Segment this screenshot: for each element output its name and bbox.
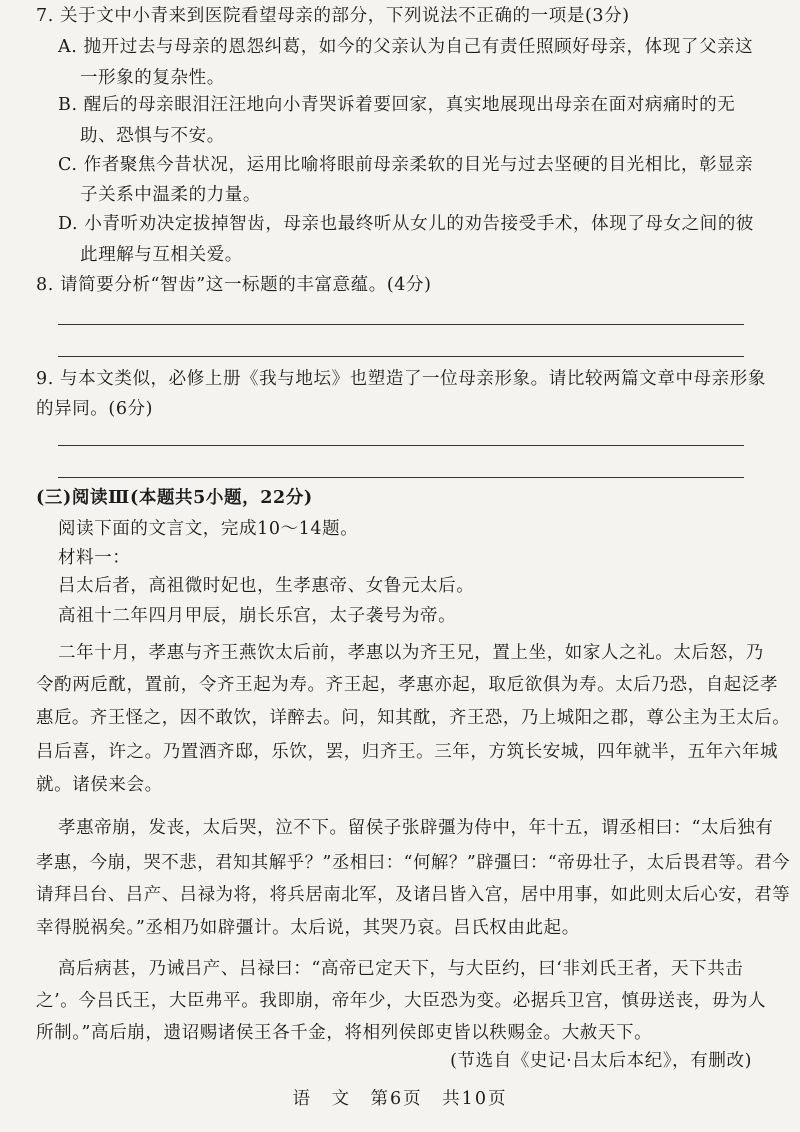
question-7-stem: 7. 关于文中小青来到医院看望母亲的部分，下列说法不正确的一项是(3分) bbox=[36, 6, 630, 26]
passage-line: 请拜吕台、吕产、吕禄为将，将兵居南北军，及诸吕皆入宫，居中用事，如此则太后心安，君等 bbox=[36, 885, 791, 905]
passage-line: 二年十月，孝惠与齐王燕饮太后前，孝惠以为齐王兄，置上坐，如家人之礼。太后怒，乃 bbox=[58, 643, 764, 663]
question-7-option-d: D. 小青听劝决定拔掉智齿，母亲也最终听从女儿的劝告接受手术，体现了母女之间的彼 bbox=[58, 214, 755, 234]
passage-line: 惠卮。齐王怪之，因不敢饮，详醉去。问，知其酖，齐王恐，乃上城阳之郡，尊公主为王太后。 bbox=[36, 708, 791, 728]
passage-line: 所制。”高后崩，遗诏赐诸侯王各千金，将相列侯郎吏皆以秩赐金。大赦天下。 bbox=[36, 1023, 653, 1043]
passage-line: 吕太后者，高祖微时妃也，生孝惠帝、女鲁元太后。 bbox=[58, 576, 475, 596]
passage-line: 高后病甚，乃诫吕产、吕禄曰：“高帝已定天下，与大臣约，曰‘非刘氏王者，天下共击 bbox=[58, 959, 744, 979]
question-9-stem-cont: 的异同。(6分) bbox=[36, 399, 154, 419]
answer-line bbox=[58, 324, 744, 325]
question-7-option-c: C. 作者聚焦今昔状况，运用比喻将眼前母亲柔软的目光与过去坚硬的目光相比，彰显亲 bbox=[58, 155, 754, 175]
passage-line: 孝惠，今崩，哭不悲，君知其解乎？”丞相曰：“何解？”辟彊曰：“帝毋壮子，太后畏君等。君今 bbox=[36, 853, 791, 873]
question-7-option-b: B. 醒后的母亲眼泪汪汪地向小青哭诉着要回家，真实地展现出母亲在面对病痛时的无 bbox=[58, 95, 736, 115]
passage-line: 幸得脱祸矣。”丞相乃如辟彊计。太后说，其哭乃哀。吕氏权由此起。 bbox=[36, 918, 580, 938]
question-7-option-a-cont: 一形象的复杂性。 bbox=[80, 68, 225, 88]
passage-line: 吕后喜，许之。乃置酒齐邸，乐饮，罢，归齐王。三年，方筑长安城，四年就半，五年六年城 bbox=[36, 742, 779, 762]
question-8-stem: 8. 请简要分析“智齿”这一标题的丰富意蕴。(4分) bbox=[36, 275, 432, 295]
answer-line bbox=[58, 477, 744, 478]
passage-line: 就。诸侯来会。 bbox=[36, 775, 163, 795]
page-footer: 语 文 第6页 共10页 bbox=[292, 1089, 508, 1109]
answer-line bbox=[58, 356, 744, 357]
question-7-option-d-cont: 此理解与互相关爱。 bbox=[80, 245, 243, 265]
question-7-option-b-cont: 助、恐惧与不安。 bbox=[80, 126, 225, 146]
material-label: 材料一： bbox=[58, 548, 131, 568]
question-7-option-c-cont: 子关系中温柔的力量。 bbox=[80, 185, 261, 205]
source-citation: (节选自《史记·吕太后本纪》，有删改) bbox=[450, 1051, 752, 1071]
passage-line: 孝惠帝崩，发丧，太后哭，泣不下。留侯子张辟彊为侍中，年十五，谓丞相曰：“太后独有 bbox=[58, 818, 774, 838]
section-3-header: (三)阅读Ⅲ(本题共5小题，22分) bbox=[36, 488, 313, 508]
passage-line: 高祖十二年四月甲辰，崩长乐宫，太子袭号为帝。 bbox=[58, 606, 457, 626]
question-9-stem: 9. 与本文类似，必修上册《我与地坛》也塑造了一位母亲形象。请比较两篇文章中母亲形象 bbox=[36, 369, 766, 389]
answer-line bbox=[58, 445, 744, 446]
passage-line: 之’。今吕氏王，大臣弗平。我即崩，帝年少，大臣恐为变。必据兵卫宫，慎毋送丧，毋为人 bbox=[36, 991, 767, 1011]
passage-line: 令酌两卮酖，置前，令齐王起为寿。齐王起，孝惠亦起，取卮欲俱为寿。太后乃恐，自起泛孝 bbox=[36, 675, 779, 695]
section-3-intro: 阅读下面的文言文，完成10～14题。 bbox=[58, 519, 359, 539]
question-7-option-a: A. 抛开过去与母亲的恩怨纠葛，如今的父亲认为自己有责任照顾好母亲，体现了父亲这 bbox=[58, 37, 754, 57]
